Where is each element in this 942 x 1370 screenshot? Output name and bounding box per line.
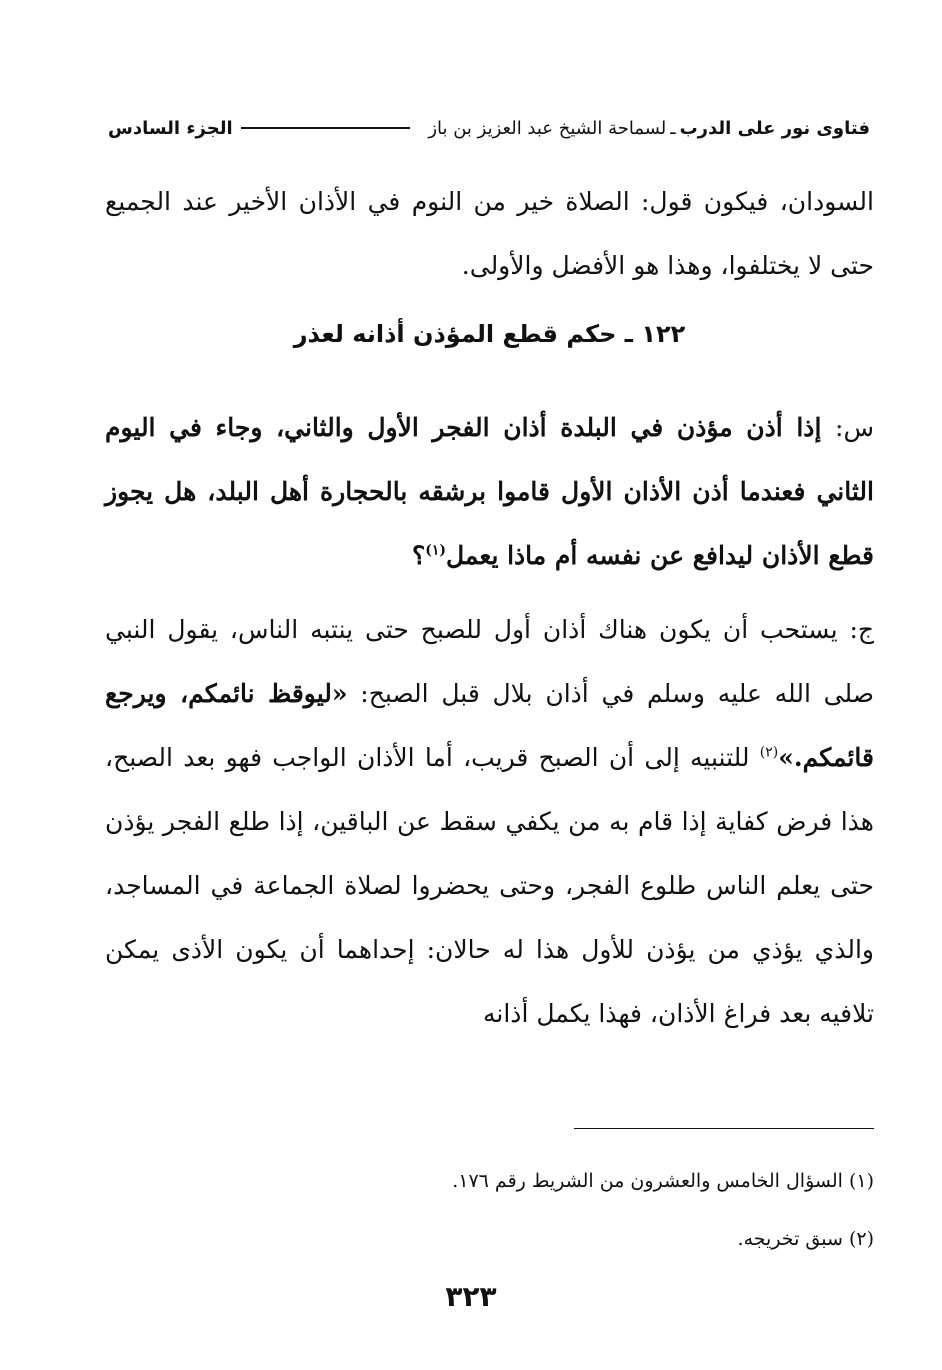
question-text: إذا أذن مؤذن في البلدة أذان الفجر الأول والثاني، وجاء في اليوم الثاني فعندما أذن الأذان الأول قاموا برشقه بالحجارة أهل البلد، هل يجوز قطع الأذان ليدافع عن نفسه أم ماذا يعمل (105, 413, 874, 570)
question-end-mark: ؟ (411, 541, 426, 570)
continuation-paragraph: السودان، فيكون قول: الصلاة خير من النوم في الأذان الأخير عند الجميع حتى لا يختلفوا، وهذا هو الأفضل والأولى. (105, 187, 874, 280)
footnote-ref-1: (١) (425, 542, 446, 559)
question-label: س: (835, 413, 874, 442)
footnote-ref-2: (٢) (759, 744, 779, 761)
footnote-separator (574, 1128, 874, 1129)
answer-text-after-quote: للتنبيه إلى أن الصبح قريب، أما الأذان الواجب فهو بعد الصبح، هذا فرض كفاية إذا قام به من يكفي سقط عن الباقين، إذا طلع الفجر يؤذن حتى يعلم الناس طلوع الفجر، وحتى يحضروا لصلاة الجماعة في المساجد، والذي يؤذي من يؤذن للأول هذا له حالان: إحداهما أن يكون الأذى يمكن تلافيه بعد فراغ الأذان، فهذا يكمل أذانه (105, 743, 874, 1028)
answer-paragraph (105, 598, 874, 1046)
footnote-1: (١) السؤال الخامس والعشرون من الشريط رقم ١٧٦. (452, 1170, 874, 1192)
running-head (108, 112, 870, 144)
dash-separator: ـ (670, 117, 676, 139)
footnote-2: (٢) سبق تخريجه. (737, 1228, 874, 1250)
part-label: الجزء السادس (108, 117, 233, 139)
author-name: لسماحة الشيخ عبد العزيز بن باز (428, 117, 667, 139)
footnotes (105, 1152, 874, 1268)
header-rule (241, 127, 411, 129)
page-number: ٣٢٣ (445, 1280, 497, 1313)
question-paragraph (105, 396, 874, 588)
hadith-quote: «ليوقظ نائمكم، ويرجع قائمكم.» (105, 679, 875, 772)
answer-label: ج: (849, 615, 874, 644)
book-title: فتاوى نور على الدرب (679, 117, 870, 139)
answer-text-before-quote: يستحب أن يكون هناك أذان أول للصبح حتى ينتبه الناس، يقول النبي صلى الله عليه وسلم في أذان بلال قبل الصبح: (105, 615, 874, 708)
section-heading: ١٢٢ ـ حكم قطع المؤذن أذانه لعذر (293, 320, 686, 348)
